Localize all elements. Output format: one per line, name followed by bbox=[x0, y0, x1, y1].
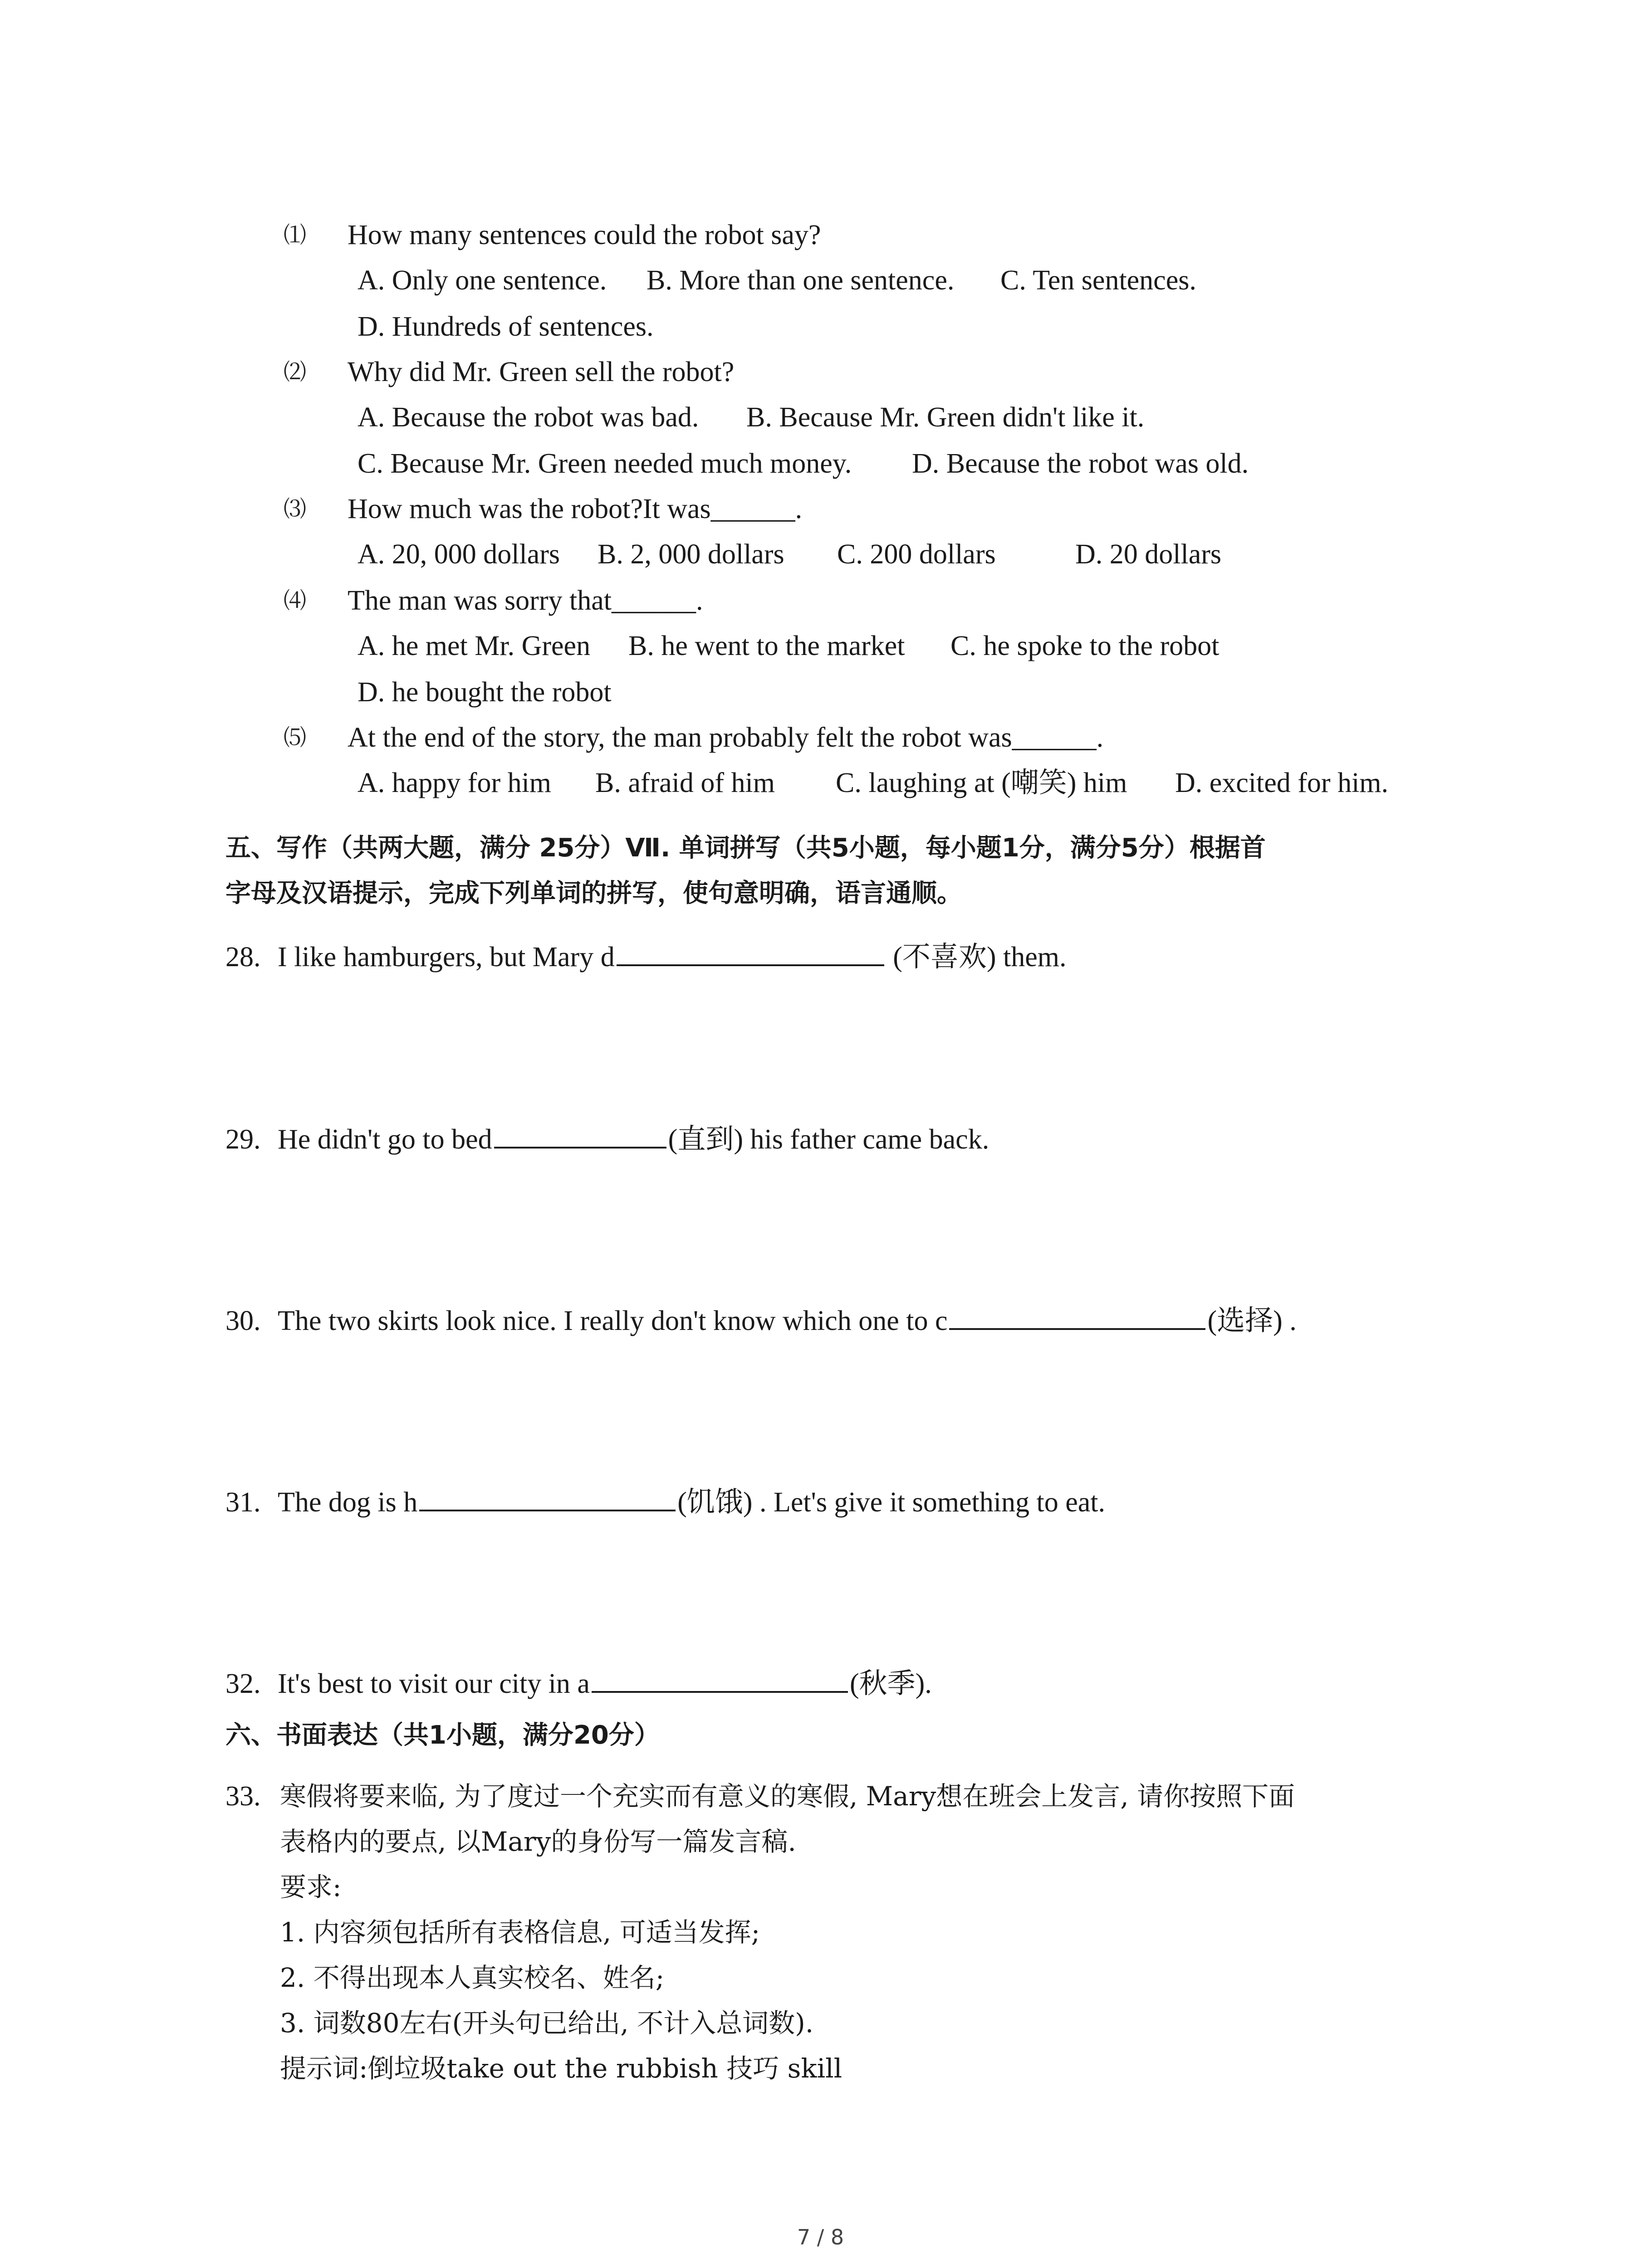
option: A. Because the robot was bad. bbox=[358, 402, 699, 433]
answer-blank[interactable] bbox=[494, 1119, 666, 1149]
item-text-before: I like hamburgers, but Mary d bbox=[278, 942, 615, 973]
section-heading-cont: 字母及汉语提示，完成下列单词的拼写，使句意明确，语言通顺。 bbox=[225, 879, 962, 908]
option: D. 20 dollars bbox=[1075, 539, 1222, 570]
answer-blank[interactable] bbox=[949, 1300, 1205, 1330]
option: D. Hundreds of sentences. bbox=[358, 311, 654, 342]
answer-blank[interactable] bbox=[592, 1663, 848, 1693]
item-number: 32. bbox=[225, 1668, 261, 1699]
item-number: 29. bbox=[225, 1124, 261, 1155]
question-number: ⑸ bbox=[284, 724, 306, 751]
writing-requirement: 3. 词数80左右(开头句已给出, 不计入总词数). bbox=[280, 2008, 814, 2038]
option: D. excited for him. bbox=[1175, 767, 1389, 798]
option: C. laughing at (嘲笑) him bbox=[836, 767, 1127, 798]
item-number: 31. bbox=[225, 1487, 261, 1518]
item-text-after: (直到) his father came back. bbox=[668, 1124, 989, 1155]
item-text-after: (饥饿) . Let's give it something to eat. bbox=[677, 1487, 1105, 1518]
option: D. Because the robot was old. bbox=[912, 448, 1249, 479]
spelling-item-32 bbox=[225, 1663, 932, 1702]
question-text: How much was the robot?It was______. bbox=[348, 494, 803, 524]
option: B. afraid of him bbox=[595, 767, 775, 798]
item-number: 33. bbox=[225, 1781, 261, 1812]
option: A. Only one sentence. bbox=[358, 265, 607, 296]
item-number: 28. bbox=[225, 942, 261, 973]
question-number: ⑵ bbox=[284, 359, 306, 385]
option: B. Because Mr. Green didn't like it. bbox=[746, 402, 1145, 433]
item-text-before: The two skirts look nice. I really don't know which one to c bbox=[278, 1305, 948, 1336]
question-number: ⑷ bbox=[284, 587, 306, 614]
option: A. 20, 000 dollars bbox=[358, 539, 560, 570]
question-text: At the end of the story, the man probably felt the robot was______. bbox=[348, 722, 1104, 753]
item-text-before: It's best to visit our city in a bbox=[278, 1668, 590, 1699]
option: B. he went to the market bbox=[628, 631, 905, 661]
question-text: How many sentences could the robot say? bbox=[348, 220, 821, 250]
answer-blank[interactable] bbox=[617, 936, 884, 966]
item-text-before: The dog is h bbox=[278, 1487, 418, 1518]
question-text: Why did Mr. Green sell the robot? bbox=[348, 357, 735, 387]
spelling-item-28 bbox=[225, 936, 1066, 975]
page-number: 7 / 8 bbox=[797, 2225, 844, 2249]
writing-hint: 提示词:倒垃圾take out the rubbish 技巧 skill bbox=[280, 2053, 843, 2084]
writing-prompt-line: 表格内的要点, 以Mary的身份写一篇发言稿. bbox=[280, 1826, 796, 1857]
item-number: 30. bbox=[225, 1305, 261, 1336]
item-text-after: (秋季). bbox=[849, 1668, 932, 1699]
item-text-after: (不喜欢) them. bbox=[886, 942, 1067, 973]
option: C. he spoke to the robot bbox=[950, 631, 1220, 661]
option: C. Ten sentences. bbox=[1000, 265, 1196, 296]
writing-requirements-label: 要求: bbox=[280, 1872, 342, 1902]
option: B. More than one sentence. bbox=[647, 265, 955, 296]
spelling-item-30 bbox=[225, 1300, 1297, 1339]
option: C. Because Mr. Green needed much money. bbox=[358, 448, 852, 479]
writing-prompt-line: 寒假将要来临, 为了度过一个充实而有意义的寒假, Mary想在班会上发言, 请你按照下面 bbox=[280, 1781, 1295, 1812]
section-heading: 六、书面表达（共1小题，满分20分） bbox=[225, 1721, 660, 1750]
option: D. he bought the robot bbox=[358, 677, 612, 708]
writing-requirement: 1. 内容须包括所有表格信息, 可适当发挥; bbox=[280, 1917, 760, 1948]
answer-blank[interactable] bbox=[419, 1481, 676, 1511]
question-text: The man was sorry that______. bbox=[348, 585, 703, 616]
option: A. happy for him bbox=[358, 767, 552, 798]
option: A. he met Mr. Green bbox=[358, 631, 591, 661]
option: C. 200 dollars bbox=[837, 539, 996, 570]
spelling-item-31 bbox=[225, 1481, 1105, 1520]
question-number: ⑴ bbox=[284, 222, 306, 248]
question-number: ⑶ bbox=[284, 496, 306, 522]
item-text-before: He didn't go to bed bbox=[278, 1124, 492, 1155]
item-text-after: (选择) . bbox=[1207, 1305, 1297, 1336]
option: B. 2, 000 dollars bbox=[598, 539, 784, 570]
section-heading: 五、写作（共两大题，满分 25分）Ⅶ. 单词拼写（共5小题，每小题1分，满分5分）根据首 bbox=[225, 833, 1266, 863]
writing-requirement: 2. 不得出现本人真实校名、姓名; bbox=[280, 1962, 665, 1993]
spelling-item-29 bbox=[225, 1119, 989, 1158]
